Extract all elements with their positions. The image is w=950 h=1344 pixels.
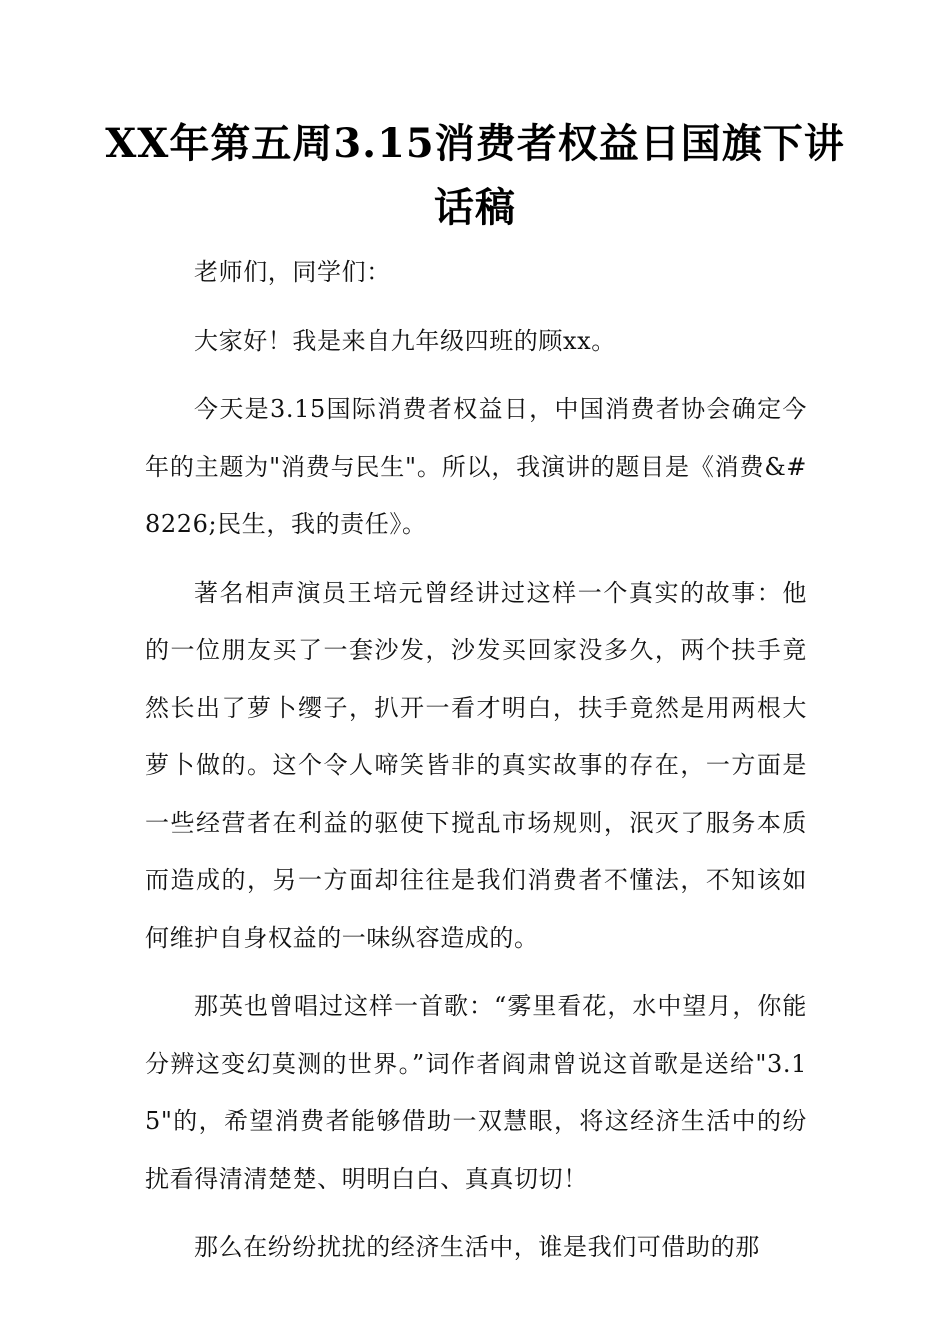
paragraph-story: 著名相声演员王培元曾经讲过这样一个真实的故事：他的一位朋友买了一套沙发，沙发买回家没多久，两个扶手竟然长出了萝卜缨子，扒开一看才明白，扶手竟然是用两根大萝卜做的。这个令人啼笑皆非的真实故事的存在，一方面是一些经营者在利益的驱使下搅乱市场规则，泯灭了服务本质而造成的，另一方面却往往是我们消费者不懂法，不知该如何维护自身权益的一味纵容造成的。 — [145, 578, 807, 952]
document-body — [145, 244, 807, 1288]
paragraph-song: 那英也曾唱过这样一首歌：“雾里看花，水中望月，你能分辨这变幻莫测的世界。”词作者阎肃曾说这首歌是送给"3.15"的，希望消费者能够借助一双慧眼，将这经济生活中的纷扰看得清清楚楚、明明白白、真真切切！ — [145, 992, 807, 1193]
paragraph-introduction: 大家好！我是来自九年级四班的顾xx。 — [194, 326, 616, 355]
paragraph-topic: 今天是3.15国际消费者权益日，中国消费者协会确定今年的主题为"消费与民生"。所以，我演讲的题目是《消费&#8226;民生，我的责任》。 — [145, 395, 807, 538]
paragraph-question: 那么在纷纷扰扰的经济生活中，谁是我们可借助的那 — [194, 1233, 760, 1261]
paragraph-greeting: 老师们，同学们： — [194, 258, 391, 286]
document-title: XX年第五周3.15消费者权益日国旗下讲话稿 — [105, 120, 845, 231]
